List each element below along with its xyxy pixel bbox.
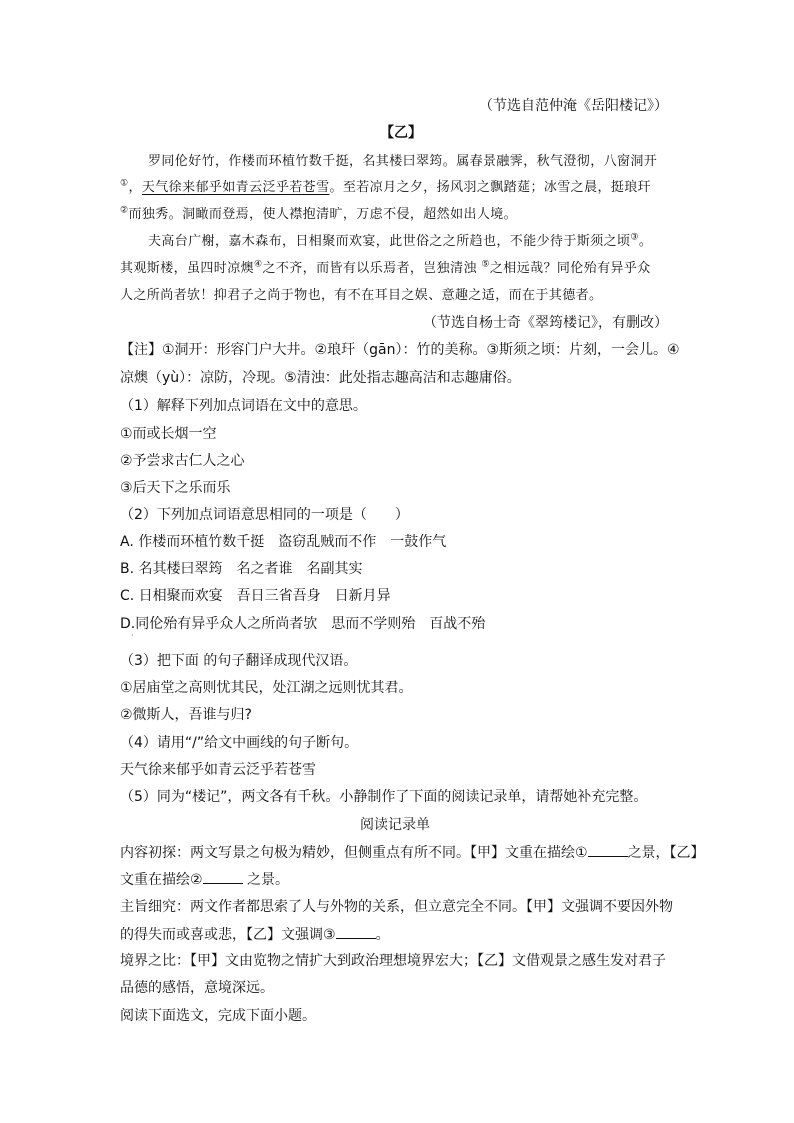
passage-p2-line1: 夫高台广榭，嘉木森布，日相聚而欢宴，此世俗之之所趋也，不能少待于斯须之顷③。 xyxy=(148,232,653,249)
record-row-realm-cont: 品德的感悟，意境深远。 xyxy=(120,980,274,996)
yi-source-note: （节选自杨士奇《翠筠楼记》，有删改） xyxy=(423,315,668,331)
question-4-sentence: 天气徐来郁乎如青云泛乎若苍雪 xyxy=(120,762,316,778)
jia-source-note: （节选自范仲淹《岳阳楼记》） xyxy=(479,98,668,114)
passage-p1-line3: ②而独秀。洞瞰而登焉，使人襟抱清旷，万虑不侵，超然如出人境。 xyxy=(120,205,518,222)
emphasis-dot: · xyxy=(131,631,134,640)
question-3-stem: （3）把下面 的句子翻译成现代汉语。 xyxy=(120,653,358,669)
footnote-marker: ③ xyxy=(630,232,639,243)
footnote-marker: ④ xyxy=(254,259,263,270)
footnote-marker: ⑤ xyxy=(481,259,490,270)
question-3-item: ②微斯人，吾谁与归? xyxy=(120,707,252,723)
reading-record-title: 阅读记录单 xyxy=(360,817,430,833)
question-5-stem: （5）同为“楼记”，两文各有千秋。小静制作了下面的阅读记录单，请帮她补充完整。 xyxy=(120,789,648,805)
answer-blank-2[interactable] xyxy=(203,869,243,884)
footnote-marker: ① xyxy=(120,178,129,189)
answer-blank-3[interactable] xyxy=(336,924,376,939)
notes-line2: 凉燠（yù）：凉防，冷现。⑤清浊：此处指志趣高洁和志趣庸俗。 xyxy=(120,370,521,386)
question-1-item: ②予尝求古仁人之心 xyxy=(120,453,245,469)
final-instruction: 阅读下面选文，完成下面小题。 xyxy=(120,1008,316,1024)
question-1-item: ③后天下之乐而乐 xyxy=(120,480,231,496)
record-row-theme: 主旨细究：两文作者都思索了人与外物的关系，但立意完全不同。【甲】文强调不要因外物 xyxy=(120,899,673,915)
question-3-item: ①居庙堂之高则忧其民，处江湖之远则忧其君。 xyxy=(120,680,413,696)
record-row-realm: 境界之比：【甲】文由览物之情扩大到政治理想境界宏大；【乙】文借观景之感生发对君子 xyxy=(120,953,666,969)
yi-section-title: 【乙】 xyxy=(380,125,422,141)
notes-line1: 【注】①洞开：形容门户大井。②琅玕（gān）：竹的美称。③斯须之顷：片刻，一会儿。④ xyxy=(120,342,680,358)
question-2-stem: （2）下列加点词语意思相同的一项是（ ） xyxy=(120,507,409,523)
answer-blank-1[interactable] xyxy=(588,842,628,857)
passage-p1-line2: ①，天气徐来郁乎如青云泛乎若苍雪。至若凉月之夕，扬风羽之飘踏莚；冰雪之晨，挺琅玕 xyxy=(120,178,652,195)
question-4-stem: （4）请用“/”给文中画线的句子断句。 xyxy=(120,735,359,751)
passage-p1-line1: 罗同伦好竹，作楼而环植竹数千挺，名其楼曰翠筠。属春景融霁，秋气澄彻，八窗洞开 xyxy=(148,154,658,169)
question-2-option-d: D.同伦殆有异乎众人之所尚者欤 思而不学则殆 百战不殆 xyxy=(120,616,486,632)
footnote-marker: ② xyxy=(120,205,129,216)
question-2-option-c: C. 日相聚而欢宴 吾日三省吾身 日新月异 xyxy=(120,588,391,604)
passage-p2-line3: 人之所尚者欤！抑君子之尚于物也，有不在耳目之娱、意趣之适，而在于其德者。 xyxy=(120,288,603,303)
question-1-stem: （1）解释下列加点词语在文中的意思。 xyxy=(120,398,367,414)
record-row-content: 内容初探：两文写景之句极为精妙，但侧重点有所不同。【甲】文重在描绘① 之景，【乙】 xyxy=(120,842,705,863)
question-2-option-a: A. 作楼而环植竹数千挺 盗窃乱贼而不作 一鼓作气 xyxy=(120,534,447,550)
underlined-sentence: 天气徐来郁乎如青云泛乎若苍雪 xyxy=(141,180,330,195)
record-row-theme-cont: 的得失而或喜或悲，【乙】文强调③ 。 xyxy=(120,924,390,945)
question-1-item: ①而或长烟一空 xyxy=(120,426,217,442)
passage-p2-line2: 其观斯楼，虽四时凉燠④之不齐，而皆有以乐焉者，岂独清浊 ⑤之相远哉？同伦殆有异乎众 xyxy=(120,259,651,276)
record-row-content-cont: 文重在描绘② 之景。 xyxy=(120,869,289,890)
question-2-option-b: B. 名其楼曰翠筠 名之者谁 名副其实 xyxy=(120,561,363,577)
